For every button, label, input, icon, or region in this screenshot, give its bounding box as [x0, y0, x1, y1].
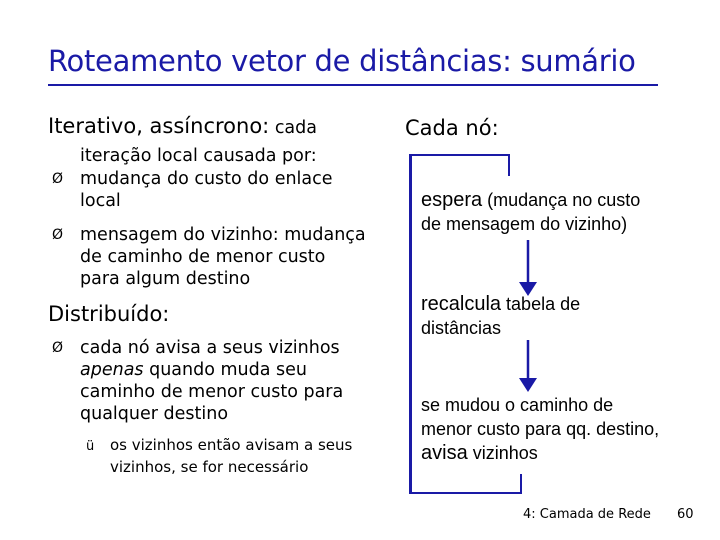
step-wait-line1: [421, 188, 640, 212]
bullet-node-informs-line3: caminho de menor custo para: [80, 382, 344, 402]
check-icon: ü: [86, 439, 95, 454]
step-wait-keyword: espera: [421, 189, 483, 211]
step-recalc-keyword: recalcula: [421, 293, 502, 315]
step-wait-line2: de mensagem do vizinho): [421, 214, 628, 234]
step-recalc-line2: distâncias: [421, 318, 502, 338]
bullet-neighbor-message-line1: mensagem do vizinho: mudança: [80, 225, 366, 245]
loop-bar-bottom: [409, 492, 522, 494]
loop-bar-top: [508, 154, 510, 176]
bullet-link-cost: [80, 168, 333, 212]
bullet-node-informs-line2: [80, 359, 343, 381]
arrow-down-icon: [513, 240, 543, 296]
step-recalc: [421, 292, 580, 340]
step-notify: [421, 393, 659, 465]
loop-bar-bottom-vertical: [520, 474, 522, 494]
sub-bullet-line1: os vizinhos então avisam a seus: [110, 436, 353, 454]
bullet-arrow-icon: Ø: [52, 340, 64, 356]
bullet-link-cost-line1: mudança do custo do enlace: [80, 169, 333, 189]
page-title: Roteamento vetor de distâncias: sumário: [48, 44, 636, 78]
loop-bar-left: [409, 154, 412, 494]
footer-chapter: 4: Camada de Rede: [523, 507, 651, 522]
page-number: 60: [677, 507, 694, 522]
step-notify-line3: [421, 441, 659, 465]
bullet-node-informs-line1: cada nó avisa a seus vizinhos: [80, 338, 340, 358]
step-notify-line2: menor custo para qq. destino,: [421, 419, 660, 439]
arrow-down-icon: [513, 340, 543, 392]
bullet-neighbor-message-line3: para algum destino: [80, 269, 251, 289]
each-node-heading: Cada nó:: [405, 116, 499, 140]
step-wait-text: (mudança no custo: [482, 190, 641, 210]
step-wait: [421, 188, 640, 236]
iterative-heading: Iterativo, assíncrono:: [48, 114, 270, 138]
distributed-heading: Distribuído:: [48, 302, 170, 326]
iterative-heading-line: [48, 114, 317, 139]
bullet-link-cost-line2: local: [80, 191, 121, 211]
step-notify-text: vizinhos: [467, 443, 538, 463]
bullet-neighbor-message: [80, 224, 366, 290]
emphasis-only: apenas: [80, 360, 144, 380]
title-underline: [48, 84, 658, 86]
sub-bullet-line2: vizinhos, se for necessário: [110, 458, 309, 476]
bullet-node-informs-line4: qualquer destino: [80, 404, 229, 424]
bullet-neighbor-message-line2: de caminho de menor custo: [80, 247, 326, 267]
bullet-node-informs-line2-rest: quando muda seu: [143, 360, 308, 380]
bullet-node-informs: [80, 337, 343, 425]
iterative-text-start: cada: [269, 118, 317, 138]
step-recalc-line1: [421, 292, 580, 316]
step-recalc-text: tabela de: [501, 294, 581, 314]
step-notify-line1: se mudou o caminho de: [421, 395, 614, 415]
loop-bar-top-horizontal: [409, 154, 510, 156]
bullet-arrow-icon: Ø: [52, 171, 64, 187]
step-notify-keyword: avisa: [421, 442, 468, 464]
iterative-text-continued: iteração local causada por:: [80, 146, 317, 166]
sub-bullet-neighbors: [110, 434, 352, 478]
bullet-arrow-icon: Ø: [52, 227, 64, 243]
